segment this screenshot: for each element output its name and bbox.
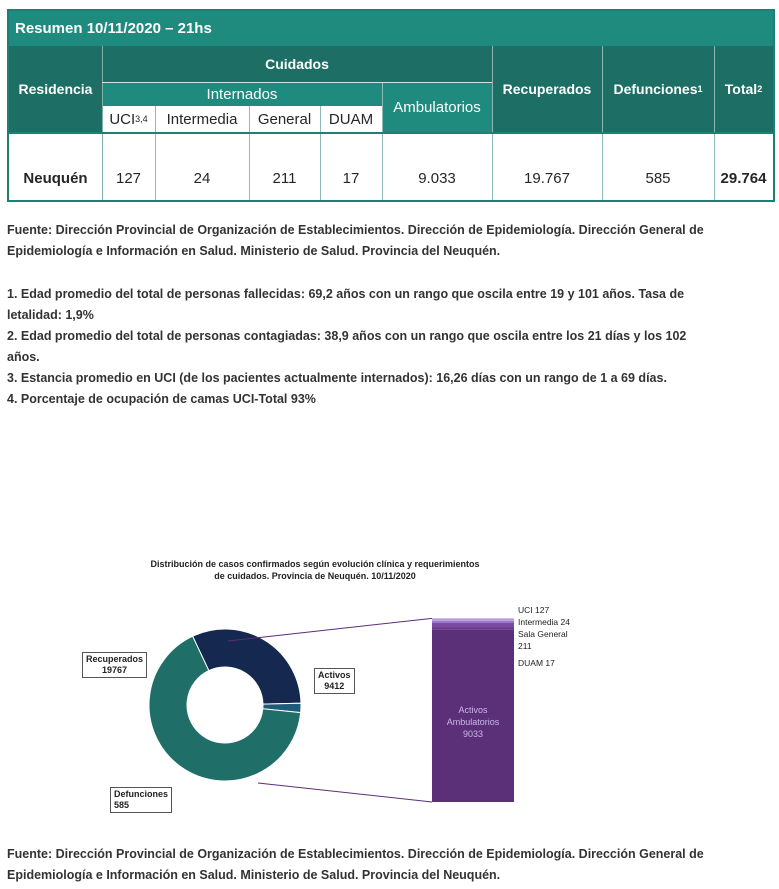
notes <box>7 284 707 410</box>
pie-slice-activos <box>193 629 301 704</box>
label-uci: UCI 127 <box>518 605 550 615</box>
header-total-text: Total <box>724 81 758 97</box>
table-divider <box>492 46 493 200</box>
header-duam: DUAM <box>320 106 382 132</box>
source-text: Fuente: Dirección Provincial de Organización de Establecimientos. Dirección de Epidemiología. Dirección General de Epidemiología e Información en Salud. Ministerio de Salud. Provincia del Neuquén. <box>7 223 704 258</box>
header-ambulatorios: Ambulatorios <box>382 82 492 132</box>
header-defunciones <box>602 46 714 132</box>
label-defunciones <box>110 787 172 813</box>
label-intermedia: Intermedia 24 <box>518 617 570 627</box>
label-defunciones-value: 585 <box>114 800 130 810</box>
source-top <box>7 220 707 262</box>
connector-line-top <box>228 618 432 641</box>
bar-segment-sala-general <box>432 623 514 627</box>
label-duam: DUAM 17 <box>518 658 555 668</box>
label-recuperados-name: Recuperados <box>86 654 144 664</box>
header-residencia: Residencia <box>9 46 102 132</box>
label-activos-value: 9412 <box>324 681 345 691</box>
label-ambulatorios-value: 9033 <box>462 729 484 739</box>
row-defunciones: 585 <box>645 169 671 187</box>
row-total: 29.764 <box>720 169 767 187</box>
header-total-sup: 2 <box>757 84 763 94</box>
table-divider <box>102 82 492 83</box>
label-recuperados-value: 19767 <box>102 665 128 675</box>
table-divider <box>382 82 383 200</box>
label-ambulatorios-line2: Ambulatorios <box>446 717 500 727</box>
header-total <box>714 46 773 132</box>
table-divider <box>714 46 715 200</box>
pie-chart <box>0 540 779 830</box>
note-1: 1. Edad promedio del total de personas fallecidas: 69,2 años con un rango que oscila entre 19 y 101 años. Tasa de letalidad: 1,9% <box>7 287 685 322</box>
label-activos <box>314 668 355 694</box>
header-uci <box>102 106 155 132</box>
chart-title: Distribución de casos confirmados según evolución clínica y requerimientos de cuidados. Provincia de Neuquén. 10/11/2020 <box>150 559 480 581</box>
row-general: 211 <box>272 169 297 187</box>
label-ambulatorios-line1: Activos <box>458 705 488 715</box>
header-intermedia: Intermedia <box>155 106 249 132</box>
summary-title: Resumen 10/11/2020 – 21hs <box>9 11 773 46</box>
table-divider <box>602 46 603 200</box>
label-recuperados <box>82 652 147 678</box>
row-ambulatorios: 9.033 <box>418 169 456 187</box>
bar-segment-intermedia <box>432 621 514 623</box>
row-uci: 127 <box>115 169 142 187</box>
summary-table <box>7 9 775 202</box>
header-general: General <box>249 106 320 132</box>
bar-segment-uci <box>432 618 514 620</box>
header-defunciones-sup: 1 <box>697 84 703 94</box>
label-defunciones-name: Defunciones <box>114 789 169 799</box>
source-bottom-text: Fuente: Dirección Provincial de Organización de Establecimientos. Dirección de Epidemiología. Dirección General de Epidemiología e Información en Salud. Ministerio de Salud. Provincia del Neuquén. <box>7 847 704 882</box>
header-recuperados: Recuperados <box>492 46 602 132</box>
source-bottom <box>7 844 707 886</box>
bar-segment-duam <box>432 627 514 629</box>
table-divider <box>320 106 321 200</box>
label-sala-general: Sala General <box>518 629 568 639</box>
header-defunciones-text: Defunciones <box>613 81 698 97</box>
table-divider <box>9 132 773 134</box>
header-uci-sup: 3,4 <box>135 114 148 124</box>
row-intermedia: 24 <box>193 169 211 187</box>
table-divider <box>102 46 103 200</box>
connector-line-bottom <box>258 783 432 802</box>
note-3: 3. Estancia promedio en UCI (de los pacientes actualmente internados): 16,26 días con un rango de 1 a 69 días. <box>7 371 667 385</box>
header-internados: Internados <box>102 82 382 106</box>
row-residencia: Neuquén <box>23 169 88 187</box>
note-2: 2. Edad promedio del total de personas contagiadas: 38,9 años con un rango que oscila entre los 21 días y los 102 años. <box>7 329 687 364</box>
table-divider <box>249 106 250 200</box>
note-4: 4. Porcentaje de ocupación de camas UCI-Total 93% <box>7 392 316 406</box>
label-activos-name: Activos <box>318 670 351 680</box>
row-duam: 17 <box>342 169 360 187</box>
header-cuidados: Cuidados <box>102 46 492 82</box>
label-ambulatorios <box>432 704 514 740</box>
table-divider <box>155 106 156 200</box>
label-sala-general-value: 211 <box>518 641 532 651</box>
header-uci-text: UCI <box>109 110 136 128</box>
row-recuperados: 19.767 <box>524 169 570 187</box>
